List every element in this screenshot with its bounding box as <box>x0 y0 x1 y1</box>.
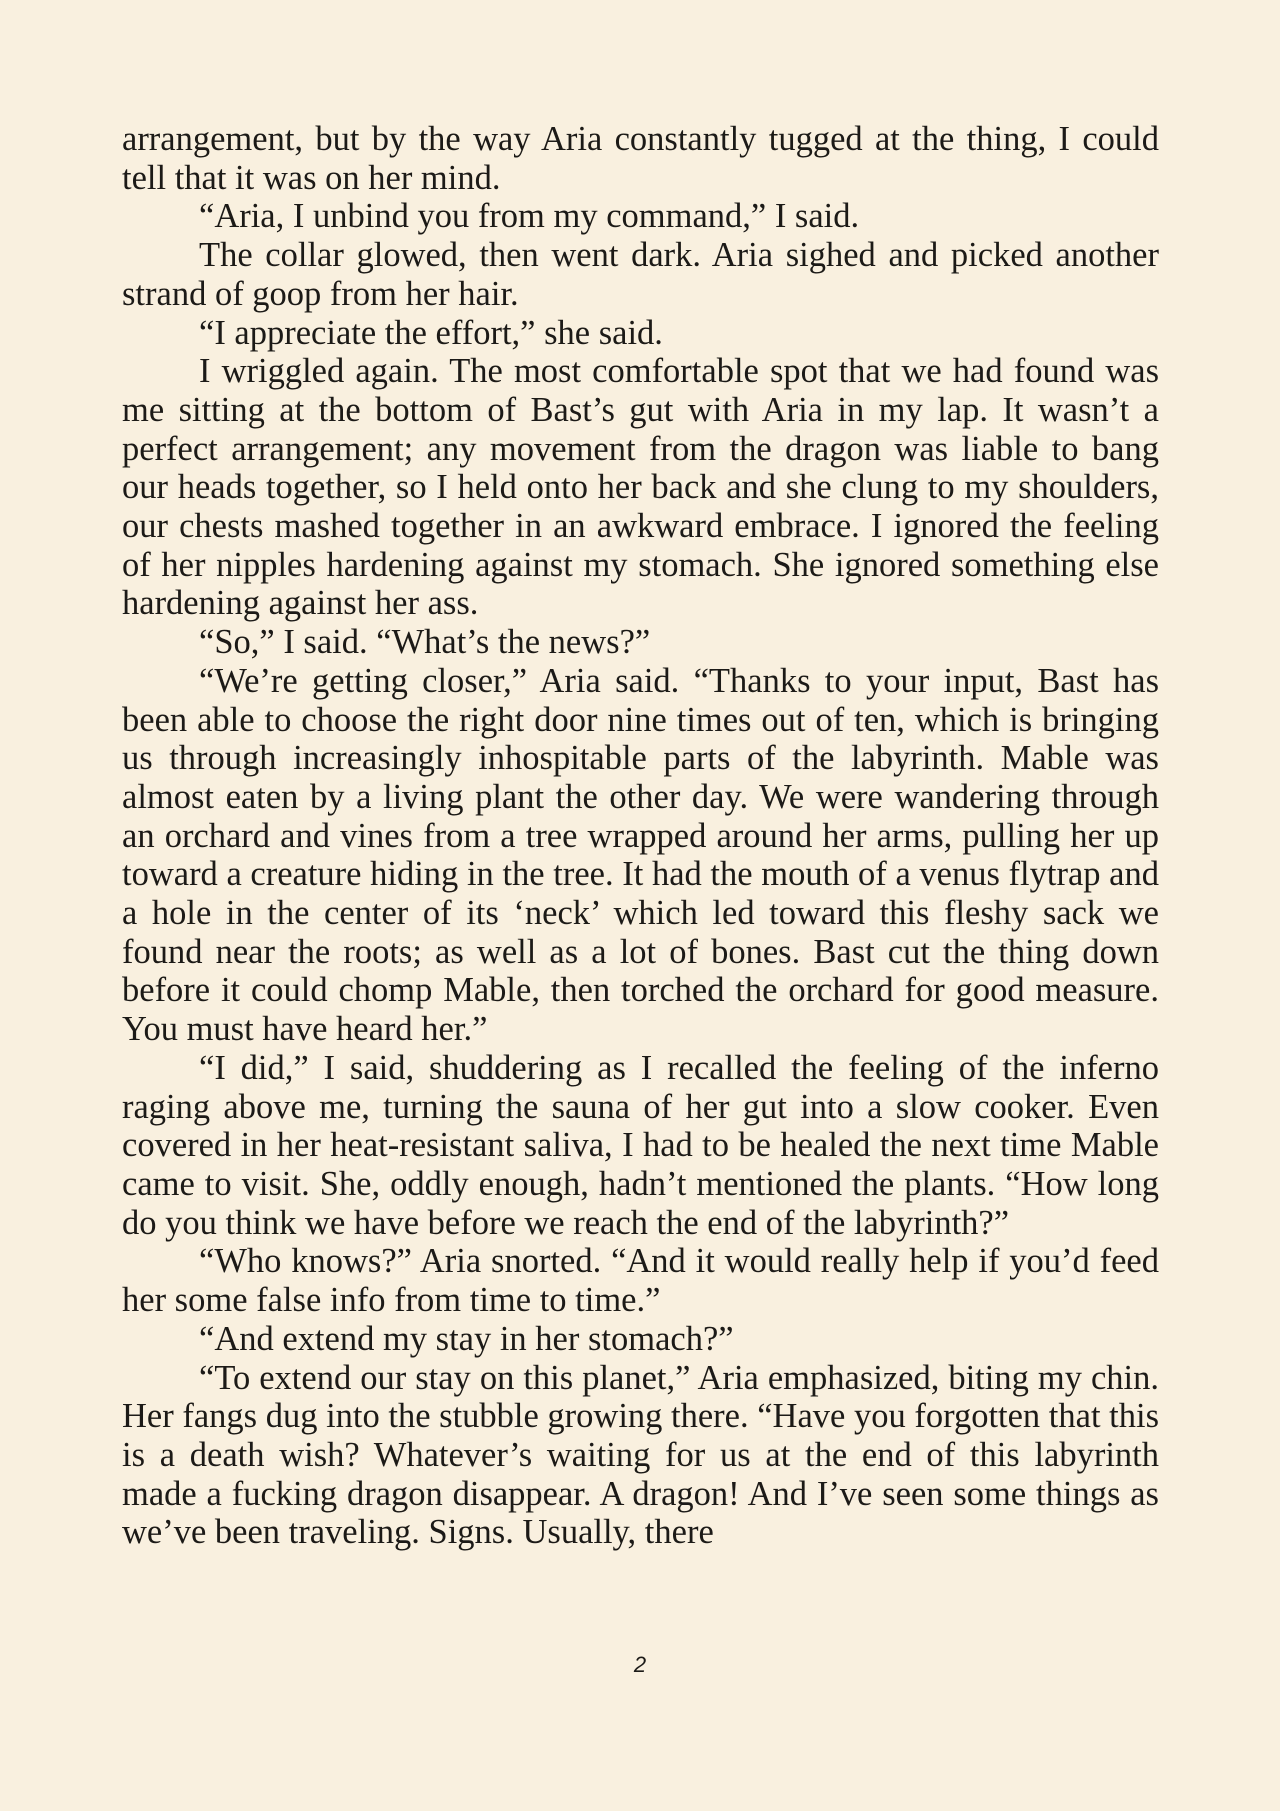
paragraph: “I did,” I said, shuddering as I recalled the feeling of the inferno raging above me, turning the sauna of her gut into a slow cooker. Even covered in her heat-resistant saliva, I had to be healed the next time Mable came to visit. She, oddly enough, hadn’t mentioned the plants. “How long do you think we have before we reach the end of the labyrinth?” <box>122 1048 1159 1242</box>
paragraph: “I appreciate the effort,” she said. <box>199 313 663 352</box>
paragraph: The collar glowed, then went dark. Aria sighed and picked another strand of goop from her hair. <box>122 236 1159 313</box>
paragraph: “Aria, I unbind you from my command,” I said. <box>199 197 860 236</box>
paragraph: “To extend our stay on this planet,” Aria emphasized, biting my chin. Her fangs dug into the stubble growing there. “Have you forgotten that this is a death wish? Whatever’s waiting for us at the end of this labyrinth made a fucking dragon disappear. A dragon! And I’ve seen some things as we’ve been traveling. Signs. Usually, there <box>122 1358 1160 1552</box>
page-number: 2 <box>633 1652 647 1677</box>
paragraph: arrangement, but by the way Aria constantly tugged at the thing, I could tell that it was on her mind. <box>122 120 1159 197</box>
paragraph: “We’re getting closer,” Aria said. “Thanks to your input, Bast has been able to choose the right door nine times out of ten, which is bringing us through increasingly inhospitable parts of the labyrinth. Mable was almost eaten by a living plant the other day. We were wandering through an orchard and vines from a tree wrapped around her arms, pulling her up toward a creature hiding in the tree. It had the mouth of a venus flytrap and a hole in the center of its ‘neck’ which led toward this fleshy sack we found near the roots; as well as a lot of bones. Bast cut the thing down before it could chomp Mable, then torched the orchard for good measure. You must have heard her.” <box>122 661 1159 1049</box>
paragraph: “Who knows?” Aria snorted. “And it would really help if you’d feed her some false info from time to time.” <box>122 1242 1159 1320</box>
paragraph: I wriggled again. The most comfortable spot that we had found was me sitting at the bottom of Bast’s gut with Aria in my lap. It wasn’t a perfect arrangement; any movement from the dragon was liable to bang our heads together, so I held onto her back and she clung to my shoulders, our chests mashed together in an awkward embrace. I ignored the feeling of her nipples hardening against my stomach. She ignored something else hardening against her ass. <box>122 352 1159 623</box>
body-text <box>122 120 1159 1552</box>
paragraph: “And extend my stay in her stomach?” <box>199 1319 734 1358</box>
paragraph: “So,” I said. “What’s the news?” <box>199 623 651 662</box>
